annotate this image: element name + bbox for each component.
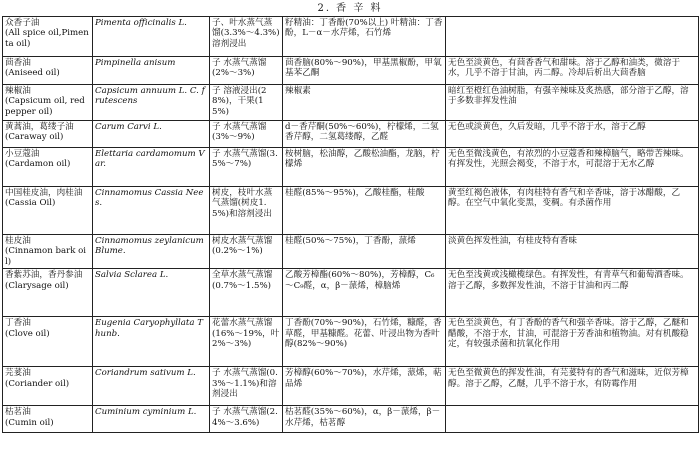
table-row (3, 317, 699, 367)
latin-name-cell: Cinnamomus zeylanicum Blume. (93, 235, 210, 269)
oil-name-cn: 小豆蔻油 (5, 149, 40, 159)
method-cell: 子 水蒸气蒸馏(0.3%～1.1%)和溶剂浸出 (210, 367, 283, 406)
components-cell: 辣椒素 (283, 85, 446, 121)
oil-name-cn: 茴香油 (5, 58, 31, 68)
components-cell: 乙酸芳樟酯(60%～80%)，芳樟醇，C₆～C₉醛，α，β－蒎烯，樟脑烯 (283, 269, 446, 317)
method-cell: 子 水蒸气蒸馏(2%～3%) (210, 57, 283, 85)
method-cell: 子 溶液浸出(28%)，干果(15%) (210, 85, 283, 121)
oil-name-cn: 众香子油 (5, 18, 40, 28)
properties-cell: 无色至淡黄色，有茴香香气和甜味。溶于乙醇和油类，微溶于水，几乎不溶于甘油，丙二醇。冷却后析出大茴香脑 (446, 57, 699, 85)
oil-name-en: (Cardamon oil) (5, 159, 71, 170)
latin-name-cell: Elettaria cardamomum Var. (93, 148, 210, 187)
table-row (3, 187, 699, 235)
components-cell: 枯茗醛(35%～60%)，α，β－蒎烯，β－水芹烯，枯茗醇 (283, 406, 446, 433)
components-cell: 桂醛(50%～75%)，丁香酚，蒎烯 (283, 235, 446, 269)
method-cell: 树皮，枝叶水蒸气蒸馏(树皮1.5%)和溶剂浸出 (210, 187, 283, 235)
components-cell: 丁香酚(70%～90%)，石竹烯，糠醛，香草醛，甲基糠醛。花蕾、叶浸出物为香叶醇(82%～90%) (283, 317, 446, 367)
oil-name-cn: 丁香油 (5, 318, 31, 329)
table-row (3, 269, 699, 317)
latin-name-cell: Coriandrum sativum L. (93, 367, 210, 406)
oil-name-en: (All spice oil,Pimenta oil) (5, 28, 89, 49)
table-row (3, 121, 699, 148)
oil-name-cell (3, 235, 93, 269)
properties-cell: 黄至红褐色液体，有肉桂特有香气和辛香味，溶于冰醋酸，乙醇。在空气中氧化变黑，变稠。有杀菌作用 (446, 187, 699, 235)
properties-cell (446, 406, 699, 433)
properties-cell: 无色至微浅黄色，有浓烈的小豆蔻香和辣樟脑气，略带苦辣味。有挥发性，光照会褐变，不溶于水，可混溶于无水乙醇 (446, 148, 699, 187)
components-cell: 籽精油：丁香酚(70%以上) 叶精油：丁香酚，L－α－水芹烯，石竹烯 (283, 17, 446, 57)
oil-name-cn: 芫荽油 (5, 368, 31, 379)
oil-name-en: (Clarysage oil) (5, 280, 69, 291)
components-cell: 茴香脑(80%～90%)，甲基黑椒酚，甲氧基苯乙酮 (283, 57, 446, 85)
method-cell: 子 水蒸气蒸馏(3.5%～7%) (210, 148, 283, 187)
oil-name-cell (3, 17, 93, 57)
components-cell: 芳樟醇(60%～70%)，水芹烯，蒎烯，萜品烯 (283, 367, 446, 406)
oil-name-cell (3, 317, 93, 367)
oil-name-cn: 桂皮油 (5, 236, 31, 246)
properties-cell: 无色至浅黄或浅橄榄绿色。有挥发性，有青草气和葡萄酒香味。溶于乙醇，多数挥发性油，不溶于甘油和丙二醇 (446, 269, 699, 317)
oil-name-en: (Caraway oil) (5, 132, 64, 143)
properties-cell (446, 17, 699, 57)
latin-name-cell: Pimpinella anisum (93, 57, 210, 85)
oil-name-cell (3, 406, 93, 433)
table-row (3, 17, 699, 57)
components-cell: d－香芹酮(50%～60%)，柠檬烯，二氢香芹醇，二氢葛缕醇，乙醛 (283, 121, 446, 148)
oil-name-cn: 黄蒿油，葛缕子油 (5, 122, 74, 132)
oil-name-cell (3, 121, 93, 148)
oil-name-en: (Capsicum oil, red pepper oil) (5, 96, 85, 117)
oil-name-en: (Cassia Oil) (5, 198, 56, 209)
spice-oil-table (2, 16, 699, 433)
oil-name-en: (Clove oil) (5, 328, 50, 339)
oil-name-cell (3, 57, 93, 85)
method-cell: 子 水蒸气蒸馏(3%～9%) (210, 121, 283, 148)
oil-name-cn: 枯茗油 (5, 407, 31, 418)
properties-cell: 无色或淡黄色，久后发暗，几乎不溶于水，溶于乙醇 (446, 121, 699, 148)
latin-name-cell: Salvia Sclarea L. (93, 269, 210, 317)
components-cell: 桂醛(85%～95%)，乙酸桂酯，桂酸 (283, 187, 446, 235)
method-cell: 树皮水蒸气蒸馏(0.2%～1%) (210, 235, 283, 269)
oil-name-cell (3, 269, 93, 317)
latin-name-cell: Carum Carvi L. (93, 121, 210, 148)
table-row (3, 148, 699, 187)
oil-name-cn: 中国桂皮油，肉桂油 (5, 188, 83, 198)
properties-cell: 淡黄色挥发性油，有桂皮特有香味 (446, 235, 699, 269)
oil-name-en: (Cinnamon bark oil) (5, 246, 87, 267)
properties-cell: 暗红至橙红色油树脂，有强辛辣味及炙热感，部分溶于乙醇，溶于多数非挥发性油 (446, 85, 699, 121)
method-cell: 子 水蒸气蒸馏(2.4%～3.6%) (210, 406, 283, 433)
method-cell: 子、叶水蒸气蒸馏(3.3%～4.3%)溶剂浸出 (210, 17, 283, 57)
oil-name-cn: 辣椒油 (5, 86, 31, 96)
method-cell: 全草水蒸气蒸馏(0.7%～1.5%) (210, 269, 283, 317)
latin-name-cell: Cinnamomus Cassia Nees. (93, 187, 210, 235)
table-row (3, 406, 699, 433)
components-cell: 桉树脑，松油醇，乙酸松油酯，龙脑，柠檬烯 (283, 148, 446, 187)
oil-name-en: (Aniseed oil) (5, 68, 60, 79)
method-cell: 花蕾水蒸气蒸馏(16%～19%，叶2%～3%) (210, 317, 283, 367)
latin-name-cell: Eugenia Caryophyllata Thunb. (93, 317, 210, 367)
oil-name-en: (Cumin oil) (5, 417, 54, 428)
table-row (3, 367, 699, 406)
properties-cell: 无色至微黄色的挥发性油，有芫荽特有的香气和滋味，近似芳樟醇。溶于乙醇，乙醚，几乎不溶于水，有防霉作用 (446, 367, 699, 406)
table-row (3, 85, 699, 121)
latin-name-cell: Pimenta officinalis L. (93, 17, 210, 57)
table-row (3, 235, 699, 269)
oil-name-cell (3, 367, 93, 406)
oil-name-cell (3, 85, 93, 121)
latin-name-cell: Capsicum annuum L. C. frutescens (93, 85, 210, 121)
oil-name-cell (3, 148, 93, 187)
oil-name-en: (Coriander oil) (5, 378, 70, 389)
oil-name-cell (3, 187, 93, 235)
section-title: 2. 香 辛 料 (317, 3, 383, 14)
table-row (3, 57, 699, 85)
oil-name-cn: 香紫苏油，香丹参油 (5, 270, 83, 281)
latin-name-cell: Cuminium cyminium L. (93, 406, 210, 433)
properties-cell: 无色至淡黄色，有丁香酚的香气和强辛香味。溶于乙醇，乙醚和醋酸，不溶于水，甘油，可混溶于芳香油和植物油。对有机酸稳定，有较强杀菌和抗氧化作用 (446, 317, 699, 367)
